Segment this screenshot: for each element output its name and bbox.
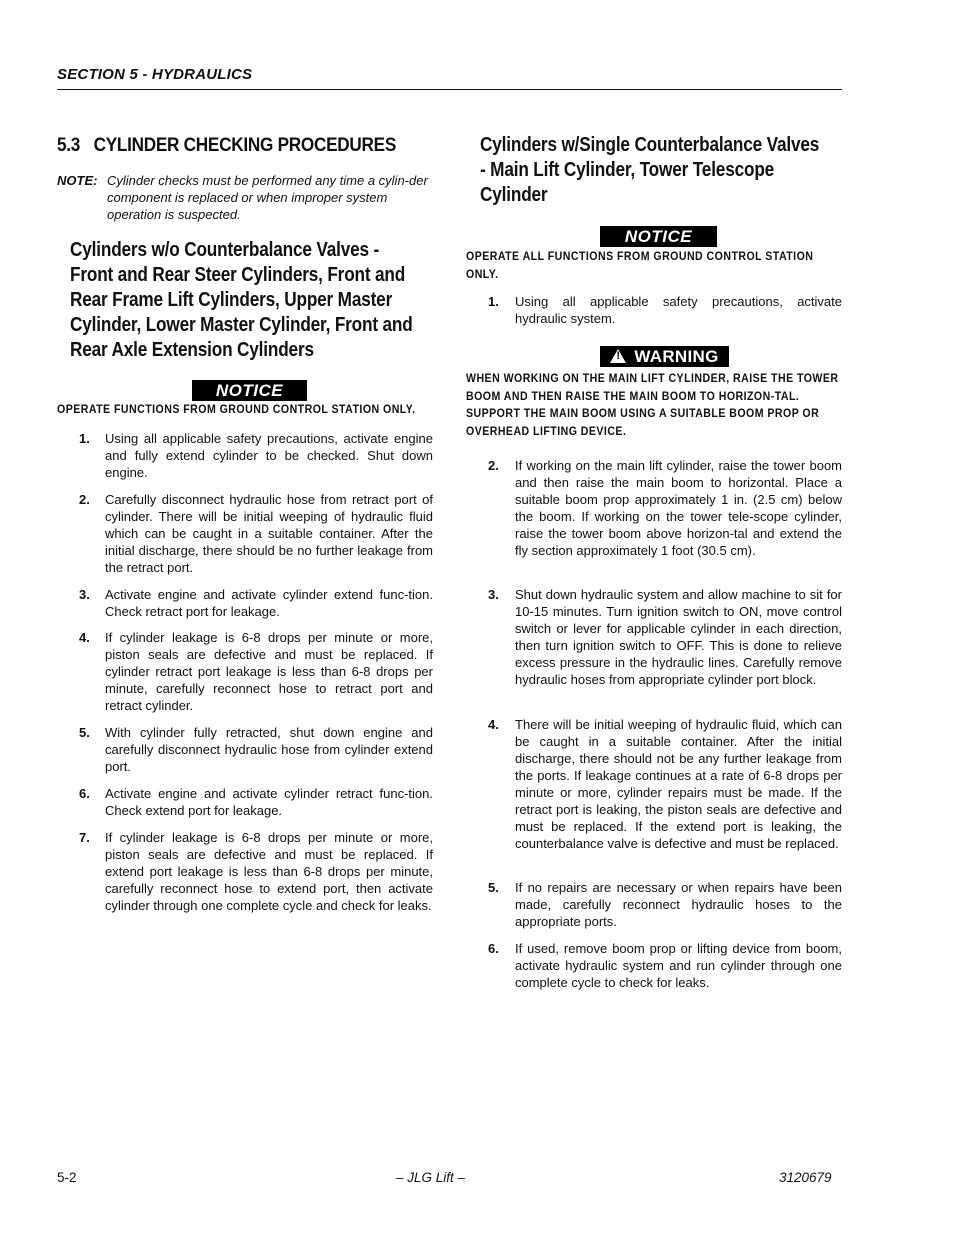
step-item [79,829,433,914]
warning-text: WHEN WORKING ON THE MAIN LIFT CYLINDER, RAISE THE TOWER BOOM AND THEN RAISE THE MAIN BOOM TO HORIZON-TAL. SUPPORT THE MAIN BOOM USING A SUITABLE BOOM PROP OR OVERHEAD LIFTING DEVICE. [466,373,839,438]
step-item [79,724,433,775]
step-text: Using all applicable safety precautions, activate engine and fully extend cylinder to be checked. Shut down engine. [105,431,433,480]
step-text: Shut down hydraulic system and allow machine to sit for 10-15 minutes. Turn ignition switch to ON, move control switch or lever for applicable cylinder in each direction, then turn ignition switch to OFF. This is done to relieve excess pressure in the hydraulic lines. Carefully remove hydraulic hoses from appropriate cylinder port block. [515,587,842,687]
step-number: 6. [488,941,499,956]
subheading-single-counterbalance [480,133,850,208]
warning-badge [600,346,729,367]
step-text: With cylinder fully retracted, shut down engine and carefully disconnect hydraulic hose from cylinder extend port. [105,725,433,774]
step-number: 1. [79,431,90,446]
note-label: NOTE: [57,173,98,188]
subheading-no-counterbalance [70,238,440,363]
subheading-line: Cylinders w/o Counterbalance Valves - [70,239,380,261]
page-number: 5-2 [57,1170,77,1185]
step-item [79,586,433,620]
notice-badge: NOTICE [192,380,307,401]
step-item [79,629,433,714]
document-number: 3120679 [779,1170,832,1185]
step-text: If cylinder leakage is 6-8 drops per minute or more, piston seals are defective and must be replaced. If extend port leakage is less than 6-8 drops per minute, carefully reconnect hose to extend port, then activate cylinder through one complete cycle and check for leaks. [105,830,433,913]
step-text: If cylinder leakage is 6-8 drops per minute or more, piston seals are defective and must be replaced. If cylinder retract port leakage is less than 6-8 drops per minute, carefully reconnect hose to retract port and retract cylinder. [105,630,433,713]
step-number: 3. [488,587,499,602]
step-text: There will be initial weeping of hydraulic fluid, which can be caught in a suitable container. After the initial discharge, there should not be any further leakage from the ports. If leakage continues at a rate of 6-8 drops per minute or more, cylinder repairs must be made. If the retract port is leaking, the piston seals are defective and must be replaced. If the extend port is leaking, the counterbalance valve is defective and must be replaced. [515,717,842,851]
step-text: If working on the main lift cylinder, raise the tower boom and then raise the main boom to horizontal. Place a suitable boom prop approximately 1 in. (2.5 cm) below the boom. If working on the tower tele-scope cylinder, raise the tower boom above horizon-tal and extend the fly section approximately 1 foot (30.5 cm). [515,458,842,558]
step-item [488,879,842,930]
section-header-title: SECTION 5 - HYDRAULICS [57,66,253,83]
section-heading: 5.3 CYLINDER CHECKING PROCEDURES [57,134,397,156]
step-number: 5. [488,880,499,895]
subheading-line: Rear Axle Extension Cylinders [70,339,314,361]
step-item [79,491,433,576]
step-number: 6. [79,786,90,801]
footer-center-text: – JLG Lift – [396,1170,466,1185]
subheading-line: Cylinders w/Single Counterbalance Valves [480,134,820,156]
step-number: 2. [488,458,499,473]
warning-triangle-icon [610,349,626,363]
subheading-line: Cylinder [480,184,548,206]
warning-label: WARNING [634,347,719,366]
step-number: 2. [79,492,90,507]
step-item [79,430,433,481]
subheading-line: Front and Rear Steer Cylinders, Front and [70,264,406,286]
step-text: Using all applicable safety precautions, activate hydraulic system. [515,294,842,326]
step-text: If used, remove boom prop or lifting device from boom, activate hydraulic system and run cylinder through one complete cycle to check for leaks. [515,941,842,990]
step-item [79,785,433,819]
step-item [488,940,842,991]
step-item [488,716,842,852]
step-text: Activate engine and activate cylinder extend func-tion. Check retract port for leakage. [105,587,433,619]
notice-text: OPERATE ALL FUNCTIONS FROM GROUND CONTROL STATION ONLY. [466,251,814,281]
subheading-line: Cylinder, Lower Master Cylinder, Front and [70,314,413,336]
step-text: Activate engine and activate cylinder retract func-tion. Check extend port for leakage. [105,786,433,818]
step-text: Carefully disconnect hydraulic hose from retract port of cylinder. There will be initial weeping of hydraulic fluid which can be caught in a suitable container. After the initial discharge, there should be no further leakage from the retract port. [105,492,433,575]
step-number: 7. [79,830,90,845]
header-divider [57,89,842,90]
step-number: 4. [488,717,499,732]
notice-badge: NOTICE [600,226,717,247]
note-text: Cylinder checks must be performed any time a cylin-der component is replaced or when improper system operation is suspected. [107,173,428,222]
subheading-line: Rear Frame Lift Cylinders, Upper Master [70,289,393,311]
subheading-line: - Main Lift Cylinder, Tower Telescope [480,159,775,181]
notice-text: OPERATE FUNCTIONS FROM GROUND CONTROL STATION ONLY. [57,404,416,416]
step-number: 1. [488,294,499,309]
step-number: 3. [79,587,90,602]
note-block [57,172,433,223]
step-item [488,457,842,559]
step-number: 4. [79,630,90,645]
step-text: If no repairs are necessary or when repairs have been made, carefully reconnect hydraulic hoses to the appropriate ports. [515,880,842,929]
step-number: 5. [79,725,90,740]
step-item [488,586,842,688]
step-item [488,293,842,327]
